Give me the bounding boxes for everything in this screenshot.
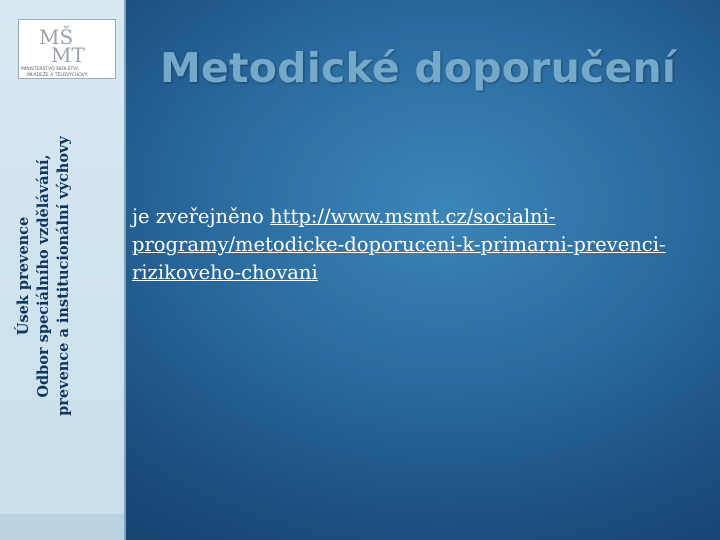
logo-caption-line1: MINISTERSTVO ŠKOLSTVÍ, (21, 67, 80, 72)
body-prefix: je zveřejněno (132, 205, 271, 228)
msmt-logo-graphic (19, 20, 115, 78)
logo-caption-line2: MLÁDEŽE A TĚLOVÝCHOVY (27, 73, 88, 78)
methodology-link[interactable]: http://www.msmt.cz/socialni-programy/metodicke-doporuceni-k-primarni-prevenci-rizikoveho-chovani (132, 205, 666, 284)
slide-body (132, 203, 704, 287)
msmt-logo (18, 19, 116, 79)
slide-title: Metodické doporučení (160, 44, 677, 92)
department-label (14, 76, 74, 476)
sidebar-footer-bar (0, 514, 124, 540)
department-line-1: Úsek prevence (15, 216, 32, 336)
department-line-3: prevence a institucionální výchovy (55, 136, 72, 416)
logo-monogram-bottom: MT (51, 43, 85, 67)
sidebar-panel (0, 0, 126, 540)
department-line-2: Odbor speciálního vzdělávání, (35, 154, 52, 398)
logo-monogram-top: MŠ (39, 25, 74, 49)
